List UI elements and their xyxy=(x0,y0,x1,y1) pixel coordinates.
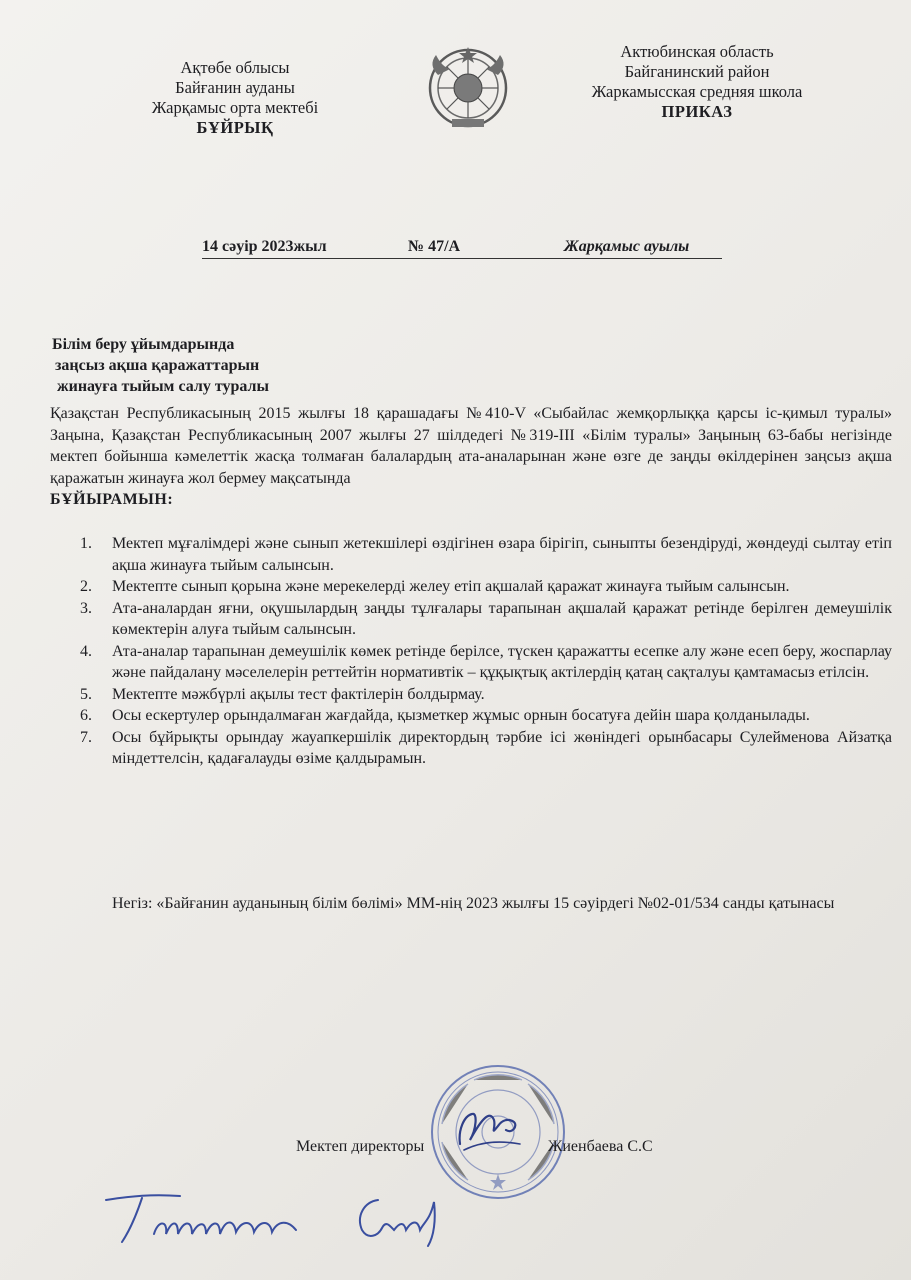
order-number: № 47/А xyxy=(408,238,461,255)
order-item xyxy=(80,641,892,684)
order-date: 14 сәуір 2023жыл xyxy=(202,238,327,255)
item-text: Осы бұйрықты орындау жауапкершілік директордың тәрбие ісі жөніндегі орынбасары Сулейменова Айзатқа міндеттелсін, қадағалауды өзіме қалдырамын. xyxy=(112,728,892,767)
item-text: Ата-аналардан яғни, оқушылардың заңды тұлғалары тарапынан ақшалай қаражат ретінде берілген демеушілік көмектерін алуға тыйым салынсын. xyxy=(112,599,892,638)
signature-role: Мектеп директоры xyxy=(296,1138,425,1155)
order-items-list xyxy=(80,533,892,770)
order-word: БҰЙЫРАМЫН: xyxy=(50,491,174,508)
item-number: 5. xyxy=(80,685,92,703)
order-item xyxy=(80,598,892,641)
item-text: Мектепте мәжбүрлі ақылы тест фактілерін болдырмау. xyxy=(112,685,485,703)
order-preamble xyxy=(50,403,892,511)
item-number: 3. xyxy=(80,599,92,617)
header-left-title: БҰЙРЫҚ xyxy=(196,118,274,137)
header-left-school: Жарқамыс орта мектебі xyxy=(151,98,319,117)
item-text: Мектепте сынып қорына және мерекелерді желеу етіп ақшалай қаражат жинауға тыйым салынсын. xyxy=(112,578,790,595)
header-right-region: Актюбинская область xyxy=(620,42,774,61)
header-kazakh xyxy=(130,58,340,138)
item-number: 6. xyxy=(80,707,92,724)
order-item xyxy=(80,576,892,598)
handwritten-acknowledgement-icon xyxy=(102,1190,302,1252)
order-item xyxy=(80,684,892,706)
item-number: 4. xyxy=(80,642,92,660)
item-text: Ата-аналар тарапынан демеушілік көмек ретінде берілсе, түскен қаражатты есепке алу және есеп беру, жоспарлау және пайдалану мәселелерін реттейтін нормативтік – құқықтық актілердің қатаң сақталуы қамтамасыз етілсін. xyxy=(112,642,892,681)
header-right-title: ПРИКАЗ xyxy=(661,102,733,121)
order-title xyxy=(52,334,269,397)
order-title-line: Білім беру ұйымдарында xyxy=(52,336,235,353)
item-text: Осы ескертулер орындалмаған жағдайда, қызметкер жұмыс орнын босатуға дейін шара қолданылады. xyxy=(112,707,810,724)
handwritten-signature-icon xyxy=(348,1190,448,1250)
header-left-district: Байғанин ауданы xyxy=(175,78,295,97)
header-right-school: Жаркамысская средняя школа xyxy=(591,82,803,101)
order-basis: Негіз: «Байғанин ауданының білім бөлімі» ММ-нің 2023 жылғы 15 сәуірдегі №02-01/534 санды қатынасы xyxy=(112,895,835,912)
header-right-district: Байганинский район xyxy=(624,62,770,81)
order-title-line: заңсыз ақша қаражаттарын xyxy=(55,357,260,374)
state-emblem-icon xyxy=(420,45,516,131)
preamble-text: Қазақстан Республикасының 2015 жылғы 18 қарашадағы №410-V «Сыбайлас жемқорлыққа қарсы іс-қимыл туралы» Заңына, Қазақстан Республикасының 2007 жылғы 27 шілдедегі №319-ІІІ «Білім туралы» Заңының 63-бабы негізінде мектеп бойынша кәмелеттік жасқа толмаған балалардың ата-аналарынан және өзге де заңды өкілдерінен заңсыз ақша қаражатын жинауға жол бермеу мақсатында xyxy=(50,405,892,487)
director-signature-icon xyxy=(454,1100,524,1156)
order-item xyxy=(80,705,892,727)
order-place: Жарқамыс ауылы xyxy=(564,238,690,255)
order-item xyxy=(80,533,892,576)
header-russian xyxy=(572,42,822,122)
item-text: Мектеп мұғалімдері және сынып жетекшілері өздігінен өзара бірігіп, сыныпты безендіруді, жөндеуді сылтау етіп ақша жинауға тыйым салынсын. xyxy=(112,535,892,574)
signature-name: Жиенбаева С.С xyxy=(548,1138,653,1155)
item-number: 1. xyxy=(80,535,92,552)
item-number: 2. xyxy=(80,578,92,595)
order-dateline xyxy=(202,238,722,259)
order-title-line: жинауға тыйым салу туралы xyxy=(57,378,270,395)
order-item xyxy=(80,727,892,770)
item-number: 7. xyxy=(80,728,92,746)
header-left-region: Ақтөбе облысы xyxy=(180,58,290,77)
